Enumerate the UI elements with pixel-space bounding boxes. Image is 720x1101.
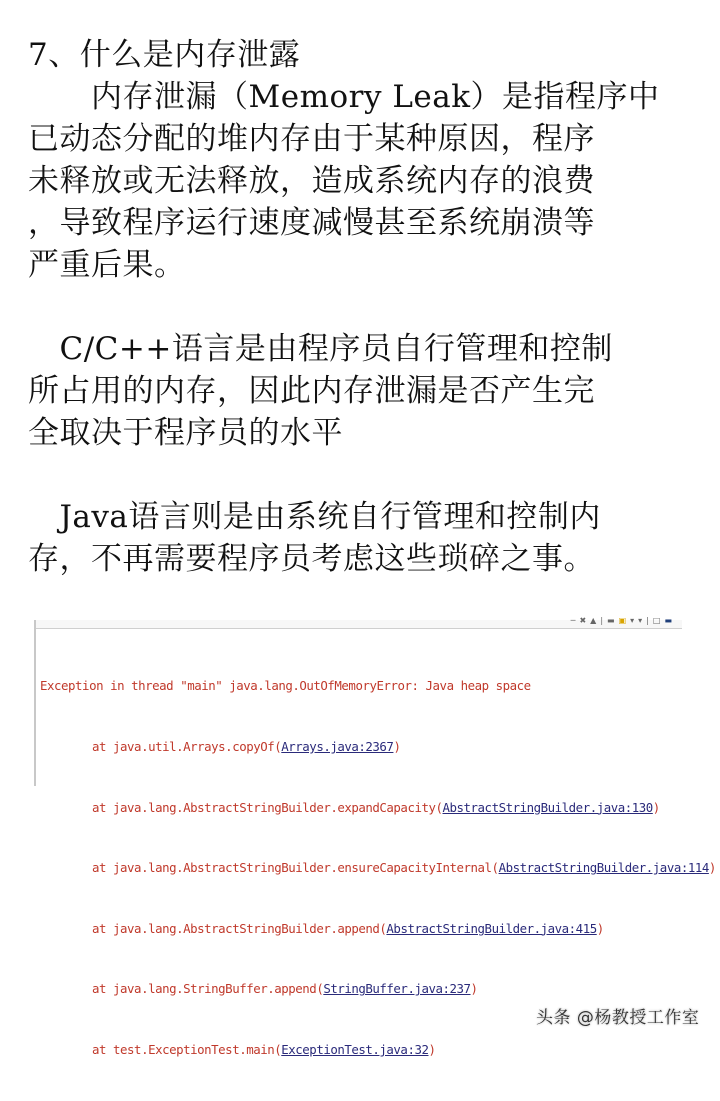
stack-frame-method: at java.lang.AbstractStringBuilder.append(	[92, 920, 387, 936]
watermark: 头条 @杨教授工作室	[536, 1008, 700, 1028]
paragraph-line: 已动态分配的堆内存由于某种原因，程序	[28, 121, 595, 157]
console-output	[40, 636, 716, 1101]
paragraph-line: ，导致程序运行速度减慢甚至系统崩溃等	[28, 205, 595, 241]
stack-frame-close: )	[708, 860, 716, 876]
maximize-icon[interactable]: ▬	[664, 616, 676, 625]
paragraph-line: C/C++语言是由程序员自行管理和控制	[28, 331, 613, 367]
stack-frame-link[interactable]: AbstractStringBuilder.java:114	[498, 860, 709, 876]
stack-frame-link[interactable]: StringBuffer.java:237	[323, 981, 471, 997]
stack-frame-link[interactable]: AbstractStringBuilder.java:415	[386, 920, 597, 936]
paragraph-line: 严重后果。	[28, 247, 186, 283]
document-body	[28, 34, 688, 580]
stack-frame-link[interactable]: ExceptionTest.java:32	[281, 1042, 429, 1058]
exception-message: Exception in thread "main" java.lang.OutOfMemoryError: Java heap space	[40, 678, 531, 694]
stack-frame-link[interactable]: Arrays.java:2367	[281, 739, 394, 755]
stack-frame-method: at java.lang.AbstractStringBuilder.expandCapacity(	[92, 799, 443, 815]
console-toolbar	[36, 616, 682, 629]
paragraph-gap	[28, 454, 688, 496]
stack-frame	[40, 798, 716, 818]
section-heading: 7、什么是内存泄露	[28, 37, 301, 73]
paragraph-line: 存，不再需要程序员考虑这些琐碎之事。	[28, 541, 595, 577]
stack-frame-close: )	[393, 739, 401, 755]
stack-frame-method: at java.lang.StringBuffer.append(	[92, 981, 324, 997]
show-console-icon[interactable]: ▾	[630, 616, 639, 625]
stack-frame-close: )	[428, 1042, 436, 1058]
remove-all-icon[interactable]: ✖	[579, 616, 591, 625]
stack-frame	[40, 737, 716, 757]
stack-frame-method: at java.lang.AbstractStringBuilder.ensureCapacityInternal(	[92, 860, 499, 876]
stack-frame	[40, 919, 716, 939]
stack-frame-close: )	[652, 799, 660, 815]
stack-frame	[40, 979, 716, 999]
scroll-lock-icon[interactable]: ▬	[607, 616, 619, 625]
console-toolbar-icons: ─✖▲|▬▣▾▾|□▬	[570, 616, 676, 625]
pin-icon[interactable]: ▲	[590, 616, 601, 625]
stack-frame	[40, 1040, 716, 1060]
stack-frame	[40, 858, 716, 878]
remove-icon[interactable]: ─	[570, 616, 580, 625]
minimize-icon[interactable]: □	[652, 616, 665, 625]
paragraph-line: 内存泄漏（Memory Leak）是指程序中	[28, 79, 660, 115]
paragraph-line: 未释放或无法释放，造成系统内存的浪费	[28, 163, 595, 199]
open-console-icon[interactable]: ▾	[638, 616, 647, 625]
paragraph-line: Java语言则是由系统自行管理和控制内	[28, 499, 601, 535]
stack-frame-method: at java.util.Arrays.copyOf(	[92, 739, 282, 755]
stack-frame-method: at test.ExceptionTest.main(	[92, 1042, 282, 1058]
word-wrap-icon[interactable]: ▣	[618, 616, 631, 625]
paragraph-gap	[28, 286, 688, 328]
paragraph-line: 全取决于程序员的水平	[28, 415, 343, 451]
stack-frame-link[interactable]: AbstractStringBuilder.java:130	[442, 799, 653, 815]
paragraph-line: 所占用的内存，因此内存泄漏是否产生完	[28, 373, 595, 409]
stack-frame-close: )	[596, 920, 604, 936]
stack-frame-close: )	[470, 981, 478, 997]
